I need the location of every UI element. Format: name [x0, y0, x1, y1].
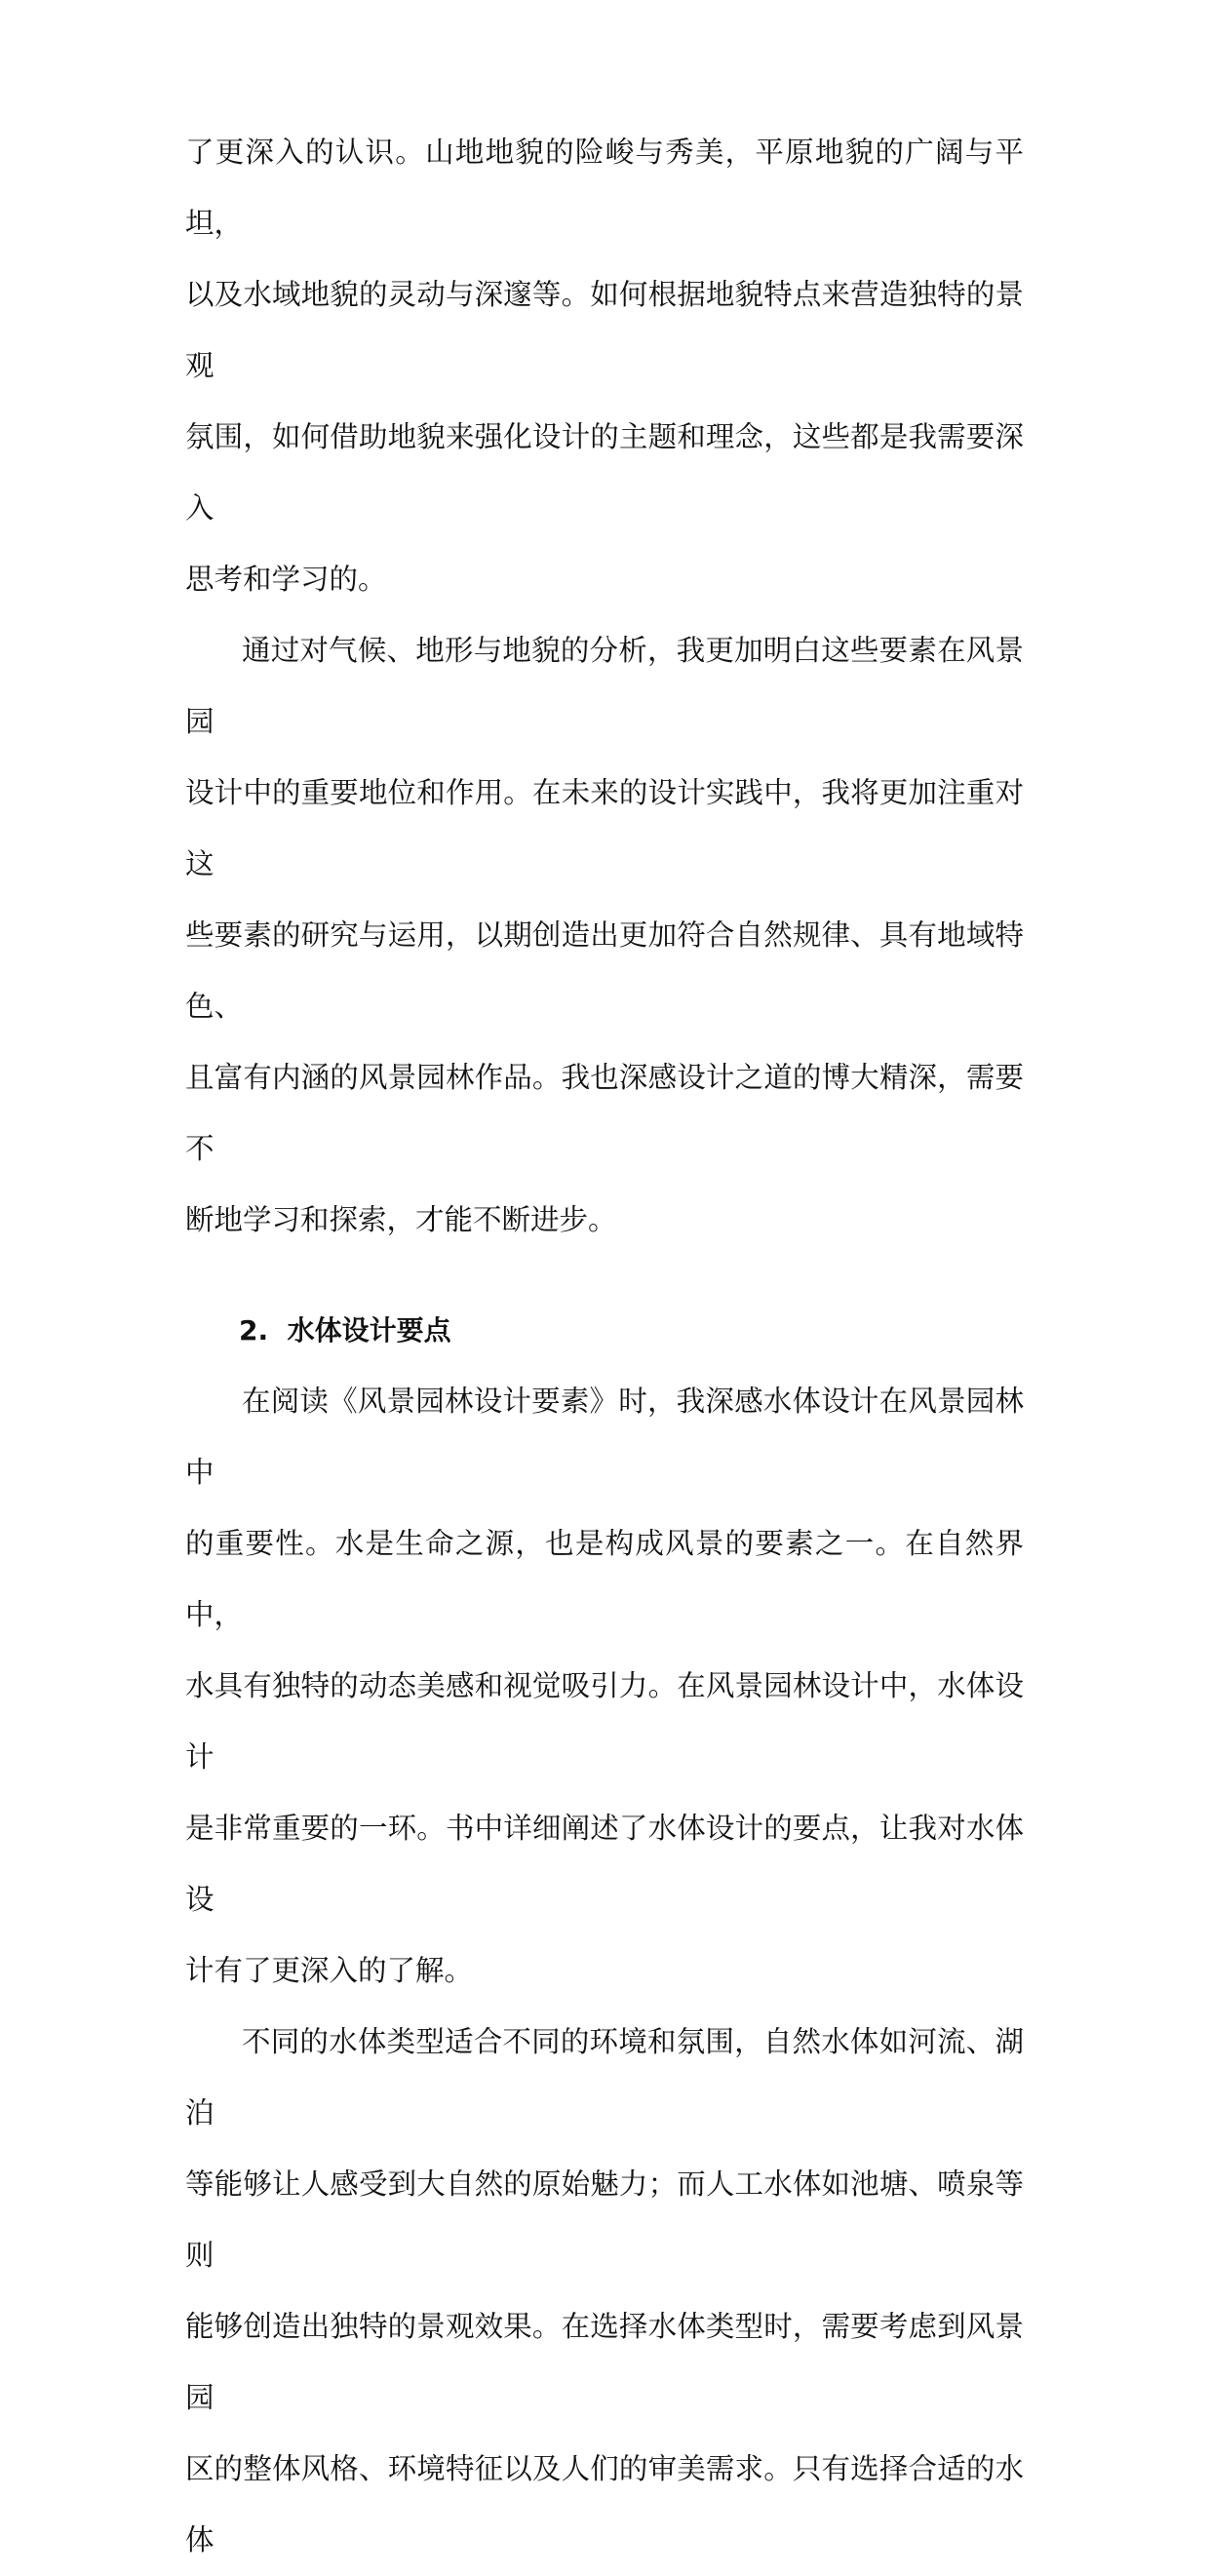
paragraph-landform-reflection: 了更深入的认识。山地地貌的险峻与秀美，平原地貌的广阔与平坦， 以及水域地貌的灵动与深邃等。如何根据地貌特点来营造独特的景观 氛围，如何借助地貌来强化设计的主题和理念，这些都是我需要深入 思考和学习的。: [185, 136, 1024, 596]
paragraph-water-importance: 在阅读《风景园林设计要素》时，我深感水体设计在风景园林中 的重要性。水是生命之源，也是构成风景的要素之一。在自然界中， 水具有独特的动态美感和视觉吸引力。在风景园林设计中，水体设计 是非常重要的一环。书中详细阐述了水体设计的要点，让我对水体设 计有了更深入的了解。: [185, 1385, 1024, 1987]
section-heading-water-design: 2. 水体设计要点: [239, 1314, 451, 1347]
paragraph-climate-terrain-summary: 通过对气候、地形与地貌的分析，我更加明白这些要素在风景园 设计中的重要地位和作用。在未来的设计实践中，我将更加注重对这 些要素的研究与运用，以期创造出更加符合自然规律、具有地域特色、 且富有内涵的风景园林作品。我也深感设计之道的博大精深，需要不 断地学习和探索，才能不断进步。: [185, 634, 1024, 1236]
paragraph-water-types: 不同的水体类型适合不同的环境和氛围，自然水体如河流、湖泊 等能够让人感受到大自然的原始魅力；而人工水体如池塘、喷泉等则 能够创造出独特的景观效果。在选择水体类型时，需要考虑到风景园 区的整体风格、环境特征以及人们的审美需求。只有选择合适的水体: [185, 2025, 1024, 2556]
document-body: [185, 117, 1024, 2576]
